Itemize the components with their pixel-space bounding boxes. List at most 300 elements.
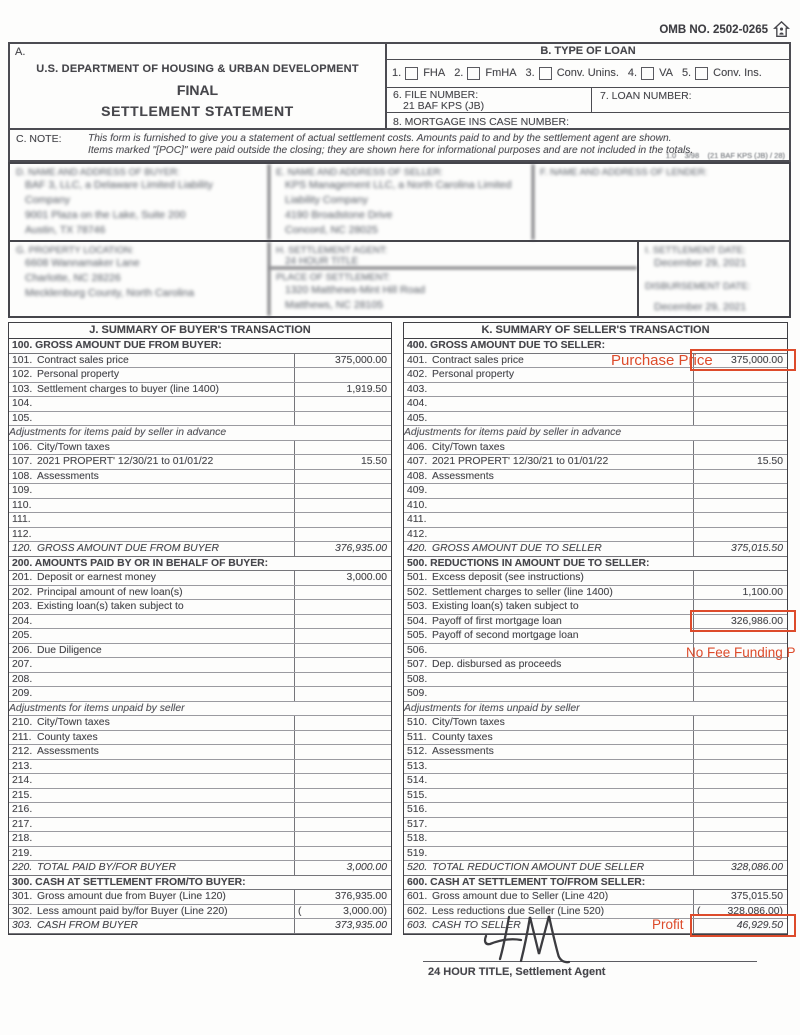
amount-value: 375,000.00	[334, 354, 387, 366]
section-header-row	[404, 339, 787, 354]
row-219	[9, 847, 391, 862]
line-number: 504.	[407, 615, 428, 627]
line-label	[432, 673, 693, 687]
line-label: Payoff of second mortgage loan	[432, 630, 579, 641]
loan-number-label: 7. LOAN NUMBER:	[600, 89, 692, 102]
line-amount	[693, 818, 787, 832]
line-label: Adjustments for items unpaid by seller	[404, 702, 580, 714]
row-210	[9, 716, 391, 731]
line-label: GROSS AMOUNT DUE TO SELLER	[432, 543, 602, 554]
line-label	[37, 629, 294, 643]
lender-box	[534, 164, 789, 240]
text-line: Concord, NC 28025	[285, 224, 378, 236]
buyer-address	[10, 178, 268, 238]
line-amount	[693, 760, 787, 774]
loan-type-label: Conv. Unins.	[556, 67, 619, 80]
line-label: 400. GROSS AMOUNT DUE TO SELLER:	[407, 340, 606, 351]
line-amount	[693, 847, 787, 861]
line-amount	[294, 615, 391, 629]
row-406	[404, 441, 787, 456]
line-number: 407.	[407, 456, 428, 467]
line-amount	[693, 629, 787, 643]
type-of-loan-title: B. TYPE OF LOAN	[387, 44, 789, 60]
line-amount	[294, 731, 391, 745]
line-number: 216.	[12, 804, 33, 815]
line-number: 109.	[12, 485, 33, 496]
line-label: Deposit or earnest money	[37, 572, 156, 583]
line-amount	[693, 716, 787, 730]
line-number: 514.	[407, 775, 428, 786]
line-amount	[294, 687, 391, 701]
line-label	[37, 774, 294, 788]
text-line: 6608 Wannamaker Lane	[25, 257, 140, 269]
line-label: Assessments	[432, 746, 494, 757]
text-line: 9001 Plaza on the Lake, Suite 200	[25, 209, 186, 221]
purchase-price-annotation: Purchase Price	[611, 352, 713, 369]
amount-value: 1,919.50	[346, 383, 387, 395]
line-amount	[693, 600, 787, 614]
line-number: 518.	[407, 833, 428, 844]
line-label: Settlement charges to seller (line 1400)	[432, 586, 613, 598]
row-520	[404, 861, 787, 876]
buyer-transaction-table	[8, 322, 392, 935]
line-number: 411.	[407, 514, 427, 525]
settlement-agent-label: H. SETTLEMENT AGENT:	[276, 245, 388, 256]
line-label: Adjustments for items unpaid by seller	[9, 702, 185, 714]
line-number: 519.	[407, 847, 428, 859]
row-103	[9, 383, 391, 398]
loan-type-number: 2.	[454, 67, 464, 80]
line-label: Existing loan(s) taken subject to	[37, 601, 184, 612]
settlement-agent-value: 24 HOUR TITLE	[285, 256, 359, 267]
place-of-settlement-cell	[270, 269, 637, 316]
line-label: Contract sales price	[37, 354, 129, 366]
line-label: 2021 PROPERT' 12/30/21 to 01/01/22	[37, 456, 214, 467]
line-amount	[693, 774, 787, 788]
line-number: 220.	[12, 862, 33, 873]
line-number: 112.	[12, 528, 32, 540]
row-220	[9, 861, 391, 876]
line-number: 401.	[407, 354, 428, 366]
line-amount	[693, 832, 787, 846]
line-number: 103.	[12, 383, 33, 395]
line-amount	[294, 847, 391, 861]
line-amount	[693, 905, 787, 919]
line-label	[37, 513, 294, 527]
line-number: 508.	[407, 673, 428, 685]
loan-type-option	[392, 67, 445, 80]
line-label: Assessments	[432, 470, 494, 482]
line-amount	[294, 644, 391, 658]
seller-table-title: K. SUMMARY OF SELLER'S TRANSACTION	[404, 323, 787, 339]
line-number: 515.	[407, 789, 428, 801]
line-label	[432, 513, 693, 527]
line-amount	[693, 803, 787, 817]
row-109	[9, 484, 391, 499]
row-208	[9, 673, 391, 688]
form-title-final: FINAL	[176, 82, 219, 98]
line-label: Existing loan(s) taken subject to	[432, 601, 579, 612]
seller-address	[270, 178, 532, 238]
amount-value: 328,086.00	[727, 905, 780, 917]
line-label	[432, 774, 693, 788]
note-line-1: This form is furnished to give you a statement of actual settlement costs. Amounts paid to and by the settlement agent are shown.	[88, 133, 672, 144]
form-title-settlement: SETTLEMENT STATEMENT	[101, 103, 294, 119]
row-302	[9, 905, 391, 920]
line-number: 108.	[12, 470, 33, 482]
row-508	[404, 673, 787, 688]
line-amount	[294, 397, 391, 411]
line-amount	[294, 629, 391, 643]
row-202	[9, 586, 391, 601]
row-112	[9, 528, 391, 543]
text-line: Mecklenburg County, North Carolina	[25, 287, 195, 299]
line-amount	[693, 455, 787, 469]
line-label	[37, 673, 294, 687]
line-label: City/Town taxes	[432, 717, 505, 728]
row-502	[404, 586, 787, 601]
line-amount	[294, 499, 391, 513]
line-number: 105.	[12, 412, 33, 424]
line-amount	[294, 441, 391, 455]
line-label	[37, 658, 294, 672]
settlement-date-value: December 29, 2021	[654, 257, 747, 269]
buyer-table-title: J. SUMMARY OF BUYER'S TRANSACTION	[9, 323, 391, 339]
section-header-row	[9, 339, 391, 354]
line-amount	[693, 441, 787, 455]
file-number-label: 6. FILE NUMBER:	[393, 88, 479, 101]
line-label: Payoff of first mortgage loan	[432, 615, 562, 627]
line-label	[37, 687, 294, 701]
line-amount	[693, 658, 787, 672]
loan-type-label: FmHA	[485, 67, 517, 80]
line-label: 600. CASH AT SETTLEMENT TO/FROM SELLER:	[407, 876, 646, 888]
line-amount	[693, 368, 787, 382]
note-text	[88, 133, 693, 160]
line-number: 207.	[12, 659, 33, 670]
seller-box	[270, 164, 534, 240]
line-label	[37, 412, 294, 426]
line-amount	[294, 412, 391, 426]
row-205	[9, 629, 391, 644]
row-513	[404, 760, 787, 775]
settlement-agent-cell	[270, 242, 637, 269]
loan-type-checkbox-icon	[641, 67, 654, 80]
row-301	[9, 890, 391, 905]
property-location-label: G. PROPERTY LOCATION:	[16, 245, 134, 256]
line-number: 214.	[12, 775, 33, 786]
row-209	[9, 687, 391, 702]
line-amount	[294, 470, 391, 484]
line-label	[37, 484, 294, 498]
text-line: 1320 Matthews-Mint Hill Road	[285, 284, 426, 296]
line-label: 500. REDUCTIONS IN AMOUNT DUE TO SELLER:	[407, 557, 650, 569]
line-label	[37, 615, 294, 629]
file-number-cell	[387, 88, 592, 112]
line-amount-red-boxed	[693, 919, 787, 933]
row-412	[404, 528, 787, 543]
line-number: 503.	[407, 601, 428, 612]
line-number: 510.	[407, 717, 428, 728]
line-label: City/Town taxes	[432, 441, 505, 453]
line-label	[432, 412, 693, 426]
row-509	[404, 687, 787, 702]
line-label: GROSS AMOUNT DUE FROM BUYER	[37, 543, 220, 554]
settlement-date-label: I. SETTLEMENT DATE:	[645, 245, 746, 256]
row-515	[404, 789, 787, 804]
line-number: 516.	[407, 804, 428, 815]
line-number: 111.	[12, 514, 31, 525]
row-106	[9, 441, 391, 456]
line-label: 200. AMOUNTS PAID BY OR IN BEHALF OF BUYER:	[12, 557, 269, 569]
lender-label: F. NAME AND ADDRESS OF LENDER:	[540, 167, 708, 178]
row-407	[404, 455, 787, 470]
row-601	[404, 890, 787, 905]
line-amount	[693, 571, 787, 585]
line-amount	[294, 818, 391, 832]
buyer-table-rows	[9, 339, 391, 934]
text-line: Charlotte, NC 28226	[25, 272, 121, 284]
row-214	[9, 774, 391, 789]
line-number: 106.	[12, 441, 33, 453]
section-c-note	[8, 130, 791, 162]
line-number: 301.	[12, 891, 33, 902]
line-number: 208.	[12, 673, 33, 685]
line-label: Due Diligence	[37, 644, 102, 656]
line-number: 505.	[407, 630, 428, 641]
line-number: 420.	[407, 543, 428, 554]
buyer-box	[10, 164, 270, 240]
row-213	[9, 760, 391, 775]
loan-type-option	[682, 67, 762, 80]
row-303	[9, 919, 391, 934]
text-line: 4190 Broadstone Drive	[285, 209, 393, 221]
line-number: 507.	[407, 659, 428, 670]
line-number: 210.	[12, 717, 33, 728]
line-amount	[294, 455, 391, 469]
line-amount	[294, 484, 391, 498]
amount-value: 376,935.00	[334, 543, 387, 554]
line-number: 201.	[12, 572, 33, 583]
line-amount	[294, 383, 391, 397]
line-label: Gross amount due from Buyer (Line 120)	[37, 891, 226, 902]
line-number: 303.	[12, 920, 33, 931]
line-number: 209.	[12, 688, 33, 699]
paren-close: )	[779, 905, 783, 917]
row-401	[404, 354, 787, 369]
line-number: 404.	[407, 398, 428, 409]
line-number: 602.	[407, 905, 428, 917]
loan-type-label: FHA	[423, 67, 446, 80]
settlement-date-box	[639, 242, 789, 316]
row-105	[9, 412, 391, 427]
line-label	[37, 528, 294, 542]
line-amount	[294, 354, 391, 368]
line-number: 403.	[407, 383, 428, 395]
row-101	[9, 354, 391, 369]
line-amount	[294, 745, 391, 759]
row-410	[404, 499, 787, 514]
parties-row-1	[10, 164, 789, 242]
line-label: Principal amount of new loan(s)	[37, 586, 183, 598]
omb-number-row	[659, 21, 790, 38]
line-amount	[294, 861, 391, 875]
loan-type-option	[628, 67, 673, 80]
loan-type-number: 4.	[627, 67, 638, 80]
line-label: Gross amount due to Seller (Line 420)	[432, 891, 609, 902]
line-number: 501.	[407, 572, 428, 583]
row-411	[404, 513, 787, 528]
line-amount	[294, 542, 391, 556]
signature	[477, 912, 581, 964]
amount-value: 373,935.00	[334, 920, 387, 931]
line-amount	[693, 513, 787, 527]
section-header-row	[9, 557, 391, 572]
line-number: 212.	[12, 746, 33, 757]
text-line: Liability Company	[285, 194, 368, 206]
line-label	[432, 644, 693, 658]
row-519	[404, 847, 787, 862]
paren-open: (	[697, 905, 701, 917]
property-location-address	[10, 256, 268, 301]
line-amount	[693, 470, 787, 484]
loan-type-options	[387, 60, 789, 88]
section-header-row	[9, 876, 391, 891]
line-number: 203.	[12, 601, 33, 612]
line-amount-red-boxed	[693, 615, 787, 629]
loan-type-option	[526, 67, 619, 80]
line-label	[432, 397, 693, 411]
line-label: County taxes	[432, 731, 493, 743]
text-line: KPS Management LLC, a North Carolina Limited	[285, 179, 512, 191]
row-216	[9, 803, 391, 818]
line-label: TOTAL REDUCTION AMOUNT DUE SELLER	[432, 862, 645, 873]
line-number: 102.	[12, 369, 33, 380]
line-number: 211.	[12, 731, 32, 743]
amount-value: 1,100.00	[742, 586, 783, 598]
section-b-type-of-loan	[387, 44, 789, 128]
note-line-2: Items marked "[POC]" were paid outside the closing; they are shown here for informational purposes and are not included in the totals.	[88, 144, 694, 156]
adjustments-note-row	[9, 702, 391, 717]
line-label	[37, 832, 294, 846]
line-number: 410.	[407, 499, 428, 511]
adjustments-note-row	[9, 426, 391, 441]
line-label: Settlement charges to buyer (line 1400)	[37, 383, 219, 395]
line-label: 100. GROSS AMOUNT DUE FROM BUYER:	[12, 340, 222, 351]
row-510	[404, 716, 787, 731]
line-label: CASH TO SELLER	[432, 920, 521, 931]
line-number: 205.	[12, 630, 33, 641]
amount-value: 15.50	[756, 456, 783, 467]
form-reference-number: 1.0 3/98 (21 BAF KPS (JB) / 28)	[665, 151, 785, 160]
line-label: Adjustments for items paid by seller in advance	[404, 427, 622, 438]
line-label	[37, 760, 294, 774]
line-label	[432, 803, 693, 817]
line-amount	[693, 412, 787, 426]
settlement-agent-signature-label: 24 HOUR TITLE, Settlement Agent	[428, 966, 606, 978]
row-505	[404, 629, 787, 644]
row-501	[404, 571, 787, 586]
line-amount	[693, 528, 787, 542]
amount-value: 375,015.50	[730, 891, 783, 902]
row-215	[9, 789, 391, 804]
file-number-value: 21 BAF KPS (JB)	[403, 99, 485, 112]
line-number: 512.	[407, 746, 428, 757]
hud-logo-icon	[773, 21, 790, 38]
line-number: 107.	[12, 456, 33, 467]
department-name: U.S. DEPARTMENT OF HOUSING & URBAN DEVELOPMENT	[36, 63, 359, 75]
line-label: City/Town taxes	[37, 441, 110, 453]
file-loan-number-row	[387, 88, 789, 113]
row-211	[9, 731, 391, 746]
line-number: 517.	[407, 818, 428, 830]
line-label	[432, 847, 693, 861]
row-108	[9, 470, 391, 485]
row-409	[404, 484, 787, 499]
buyer-label: D. NAME AND ADDRESS OF BUYER:	[16, 167, 180, 178]
loan-type-label: VA	[659, 67, 673, 80]
row-404	[404, 397, 787, 412]
text-line: Company	[25, 194, 70, 206]
line-amount	[294, 774, 391, 788]
row-110	[9, 499, 391, 514]
row-107	[9, 455, 391, 470]
row-102	[9, 368, 391, 383]
line-label	[432, 789, 693, 803]
line-label: City/Town taxes	[37, 717, 110, 728]
line-amount	[294, 528, 391, 542]
line-label	[37, 397, 294, 411]
line-amount	[294, 513, 391, 527]
line-label: Excess deposit (see instructions)	[432, 572, 584, 583]
row-217	[9, 818, 391, 833]
row-201	[9, 571, 391, 586]
row-212	[9, 745, 391, 760]
omb-number: OMB NO. 2502-0265	[659, 23, 768, 36]
line-amount	[693, 673, 787, 687]
amount-value: 46,929.50	[736, 920, 783, 931]
line-amount	[294, 803, 391, 817]
amount-value: 328,086.00	[730, 862, 783, 873]
line-number: 206.	[12, 644, 33, 656]
line-label: Assessments	[37, 470, 99, 482]
seller-transaction-table	[403, 322, 788, 935]
form-header-box	[8, 42, 791, 130]
loan-type-checkbox-icon	[405, 67, 418, 80]
line-amount	[294, 716, 391, 730]
line-label: Contract sales price	[432, 354, 524, 366]
row-518	[404, 832, 787, 847]
line-amount	[294, 760, 391, 774]
line-amount	[693, 586, 787, 600]
line-label	[37, 818, 294, 832]
line-number: 110.	[12, 499, 32, 511]
profit-annotation: Profit	[652, 917, 684, 932]
line-label	[37, 847, 294, 861]
text-line: Austin, TX 78746	[25, 224, 106, 236]
line-label	[432, 383, 693, 397]
line-number: 217.	[12, 818, 33, 830]
parties-grid	[8, 162, 791, 318]
line-number: 513.	[407, 760, 428, 772]
section-a-label: A.	[15, 46, 26, 58]
line-number: 204.	[12, 615, 33, 627]
line-label: Less amount paid by/for Buyer (Line 220)	[37, 905, 228, 917]
line-amount	[693, 890, 787, 904]
line-amount	[294, 571, 391, 585]
loan-type-number: 1.	[392, 67, 402, 80]
seller-table-rows	[404, 339, 787, 934]
